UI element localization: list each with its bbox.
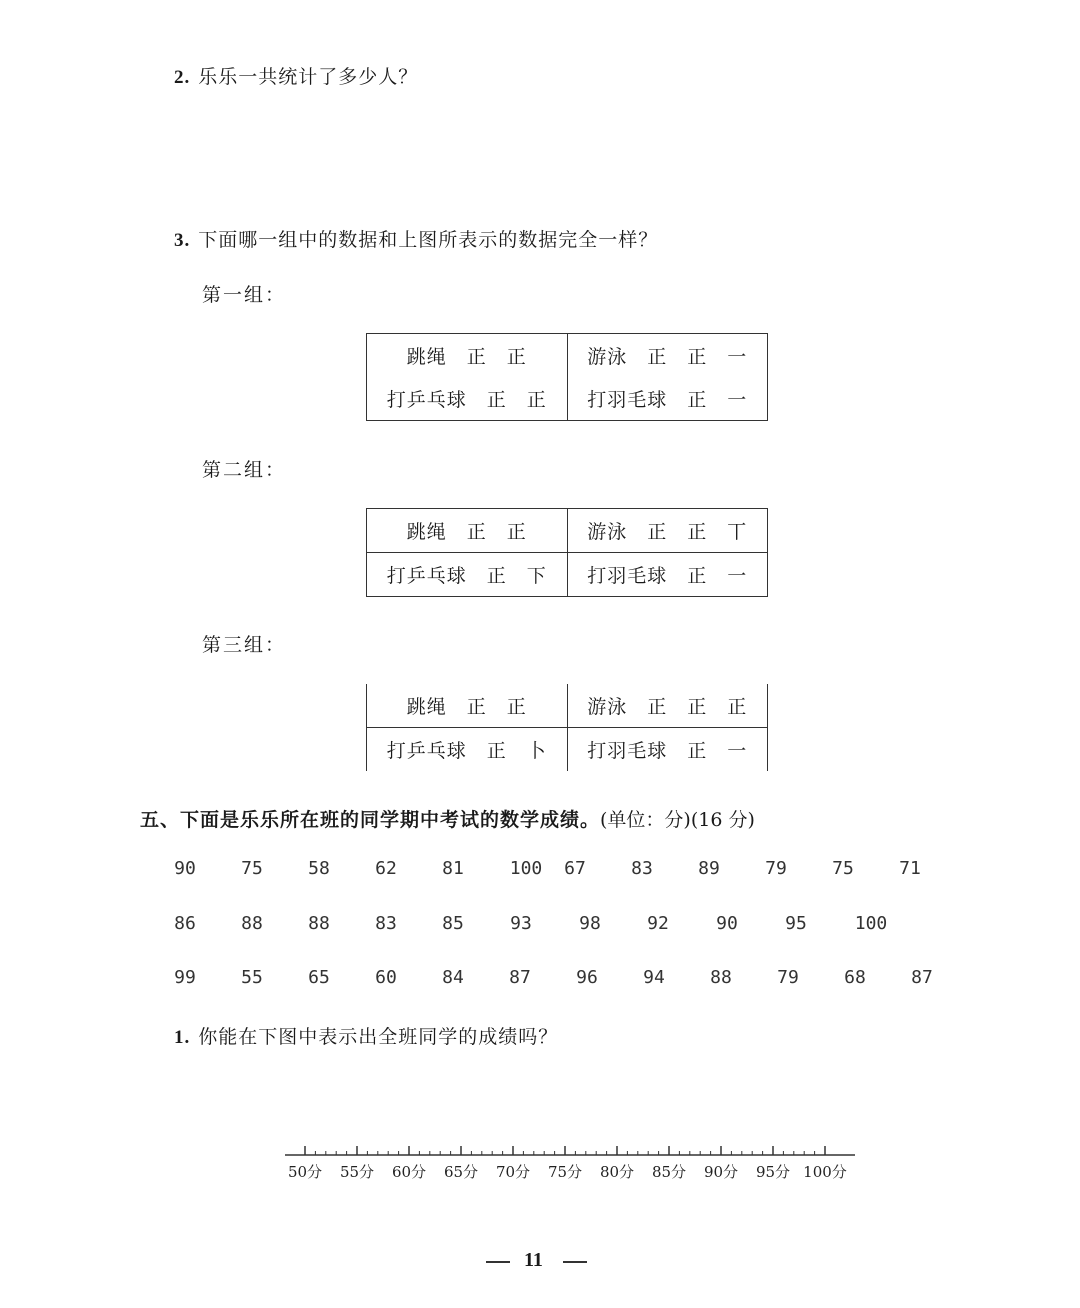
section-title-note: (单位：分)(16 分) [600,809,755,831]
score-value: 90 [174,858,196,879]
question-1 [174,1022,558,1049]
score-value: 83 [375,913,397,934]
score-value: 65 [308,967,330,988]
number-line-label: 100分 [803,1163,847,1181]
group-1-label: 第一组： [202,284,287,306]
tally-cell: 跳绳 正 正 [367,684,568,728]
score-value: 94 [643,967,665,988]
question-2 [174,62,418,89]
score-value: 55 [241,967,263,988]
score-value: 79 [777,967,799,988]
score-row-1 [0,858,1080,882]
page-number-dash-right [563,1261,587,1263]
question-number: 1. [174,1027,191,1048]
tally-cell: 跳绳 正 正 [367,509,568,553]
number-line-label: 65分 [443,1163,479,1181]
score-value: 60 [375,967,397,988]
score-value: 93 [510,913,532,934]
tally-cell: 打羽毛球 正 一 [567,728,768,772]
score-value: 75 [241,858,263,879]
question-number: 2. [174,67,191,88]
tally-cell: 打羽毛球 正 一 [567,377,768,421]
question-number: 3. [174,230,191,251]
question-text: 下面哪一组中的数据和上图所表示的数据完全一样？ [198,229,659,251]
group-3-label: 第三组： [202,634,287,656]
score-value: 83 [631,858,653,879]
number-line-label: 60分 [391,1163,427,1181]
tally-cell: 打乒乓球 正 正 [367,377,568,421]
number-line-ticks [285,1146,855,1155]
tally-cell: 打羽毛球 正 一 [567,553,768,597]
score-value: 71 [899,858,921,879]
score-value: 67 [564,858,586,879]
page-number: 11 [524,1249,543,1271]
number-line [280,1135,860,1187]
score-value: 89 [698,858,720,879]
score-value: 87 [911,967,933,988]
score-value: 79 [765,858,787,879]
tally-cell: 跳绳 正 正 [367,334,568,378]
score-value: 85 [442,913,464,934]
score-value: 81 [442,858,464,879]
score-value: 99 [174,967,196,988]
score-value: 88 [241,913,263,934]
tally-cell: 游泳 正 正 正 [567,684,768,728]
score-row-2 [0,913,1080,937]
tally-cell: 打乒乓球 正 下 [367,553,568,597]
score-value: 100 [854,913,888,934]
question-text: 乐乐一共统计了多少人？ [198,66,419,88]
number-line-label: 90分 [703,1163,739,1181]
group-2-label: 第二组： [202,459,287,481]
number-line-label: 70分 [495,1163,531,1181]
number-line-label: 55分 [339,1163,375,1181]
score-value: 100 [509,858,543,879]
tally-table-group-1 [366,333,768,421]
score-value: 62 [375,858,397,879]
score-value: 95 [785,913,807,934]
score-value: 75 [832,858,854,879]
score-value: 86 [174,913,196,934]
score-value: 84 [442,967,464,988]
question-text: 你能在下图中表示出全班同学的成绩吗？ [198,1026,559,1048]
section-5-title [140,805,755,832]
number-line-labels [288,1163,847,1181]
score-value: 98 [579,913,601,934]
score-value: 87 [509,967,531,988]
page-number-dash-left [486,1261,510,1263]
score-value: 88 [710,967,732,988]
score-value: 90 [716,913,738,934]
tally-cell: 打乒乓球 正 卜 [367,728,568,772]
tally-cell: 游泳 正 正 丅 [567,509,768,553]
section-title-text: 五、下面是乐乐所在班的同学期中考试的数学成绩。 [140,809,601,831]
tally-cell: 游泳 正 正 一 [567,334,768,378]
number-line-label: 95分 [755,1163,791,1181]
score-value: 88 [308,913,330,934]
number-line-label: 80分 [599,1163,635,1181]
score-value: 96 [576,967,598,988]
question-3 [174,225,658,252]
score-row-3 [0,967,1080,991]
number-line-label: 75分 [547,1163,583,1181]
tally-table-group-2 [366,508,768,597]
score-value: 68 [844,967,866,988]
number-line-label: 50分 [287,1163,323,1181]
score-value: 58 [308,858,330,879]
number-line-label: 85分 [651,1163,687,1181]
tally-table-group-3 [366,684,768,771]
score-value: 92 [647,913,669,934]
